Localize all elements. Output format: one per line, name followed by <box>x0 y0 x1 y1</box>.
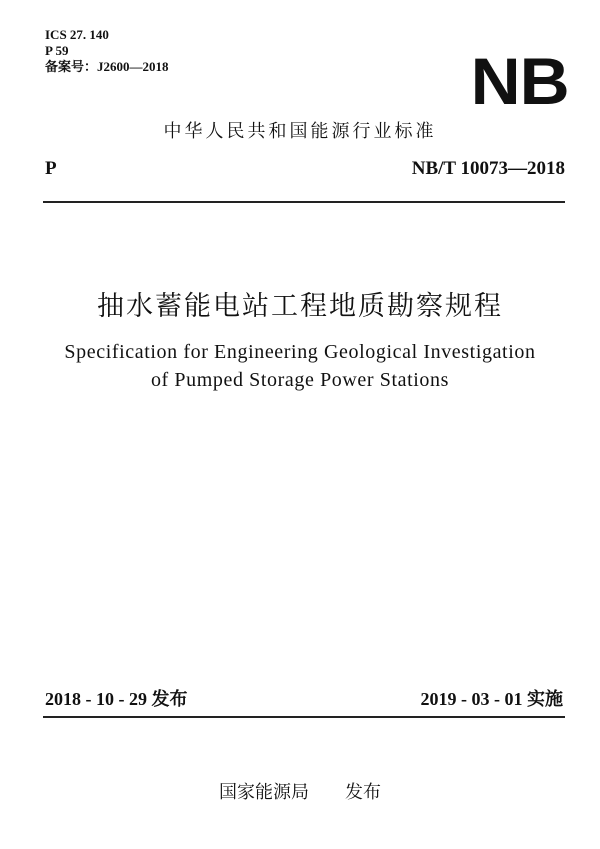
ccs-code: P 59 <box>45 43 69 58</box>
class-letter: P <box>45 158 57 179</box>
top-divider <box>43 201 565 203</box>
ics-code: ICS 27. 140 <box>45 27 109 42</box>
standard-category: 中华人民共和国能源行业标准 <box>163 121 437 142</box>
standard-code: NB/T 10073—2018 <box>411 158 565 179</box>
record-number: 备案号：J2600—2018 <box>45 59 169 74</box>
implementation-date: 2019 - 03 - 01 实施 <box>420 689 563 709</box>
bottom-divider <box>43 716 565 718</box>
title-chinese: 抽水蓄能电站工程地质勘察规程 <box>97 291 503 322</box>
issuer: 国家能源局 发布 <box>219 782 381 803</box>
title-english-line1: Specification for Engineering Geological Investigation <box>64 341 536 363</box>
issue-date: 2018 - 10 - 29 发布 <box>45 689 188 709</box>
title-english-line2: of Pumped Storage Power Stations <box>150 369 450 391</box>
nb-logo: NB <box>470 44 569 118</box>
